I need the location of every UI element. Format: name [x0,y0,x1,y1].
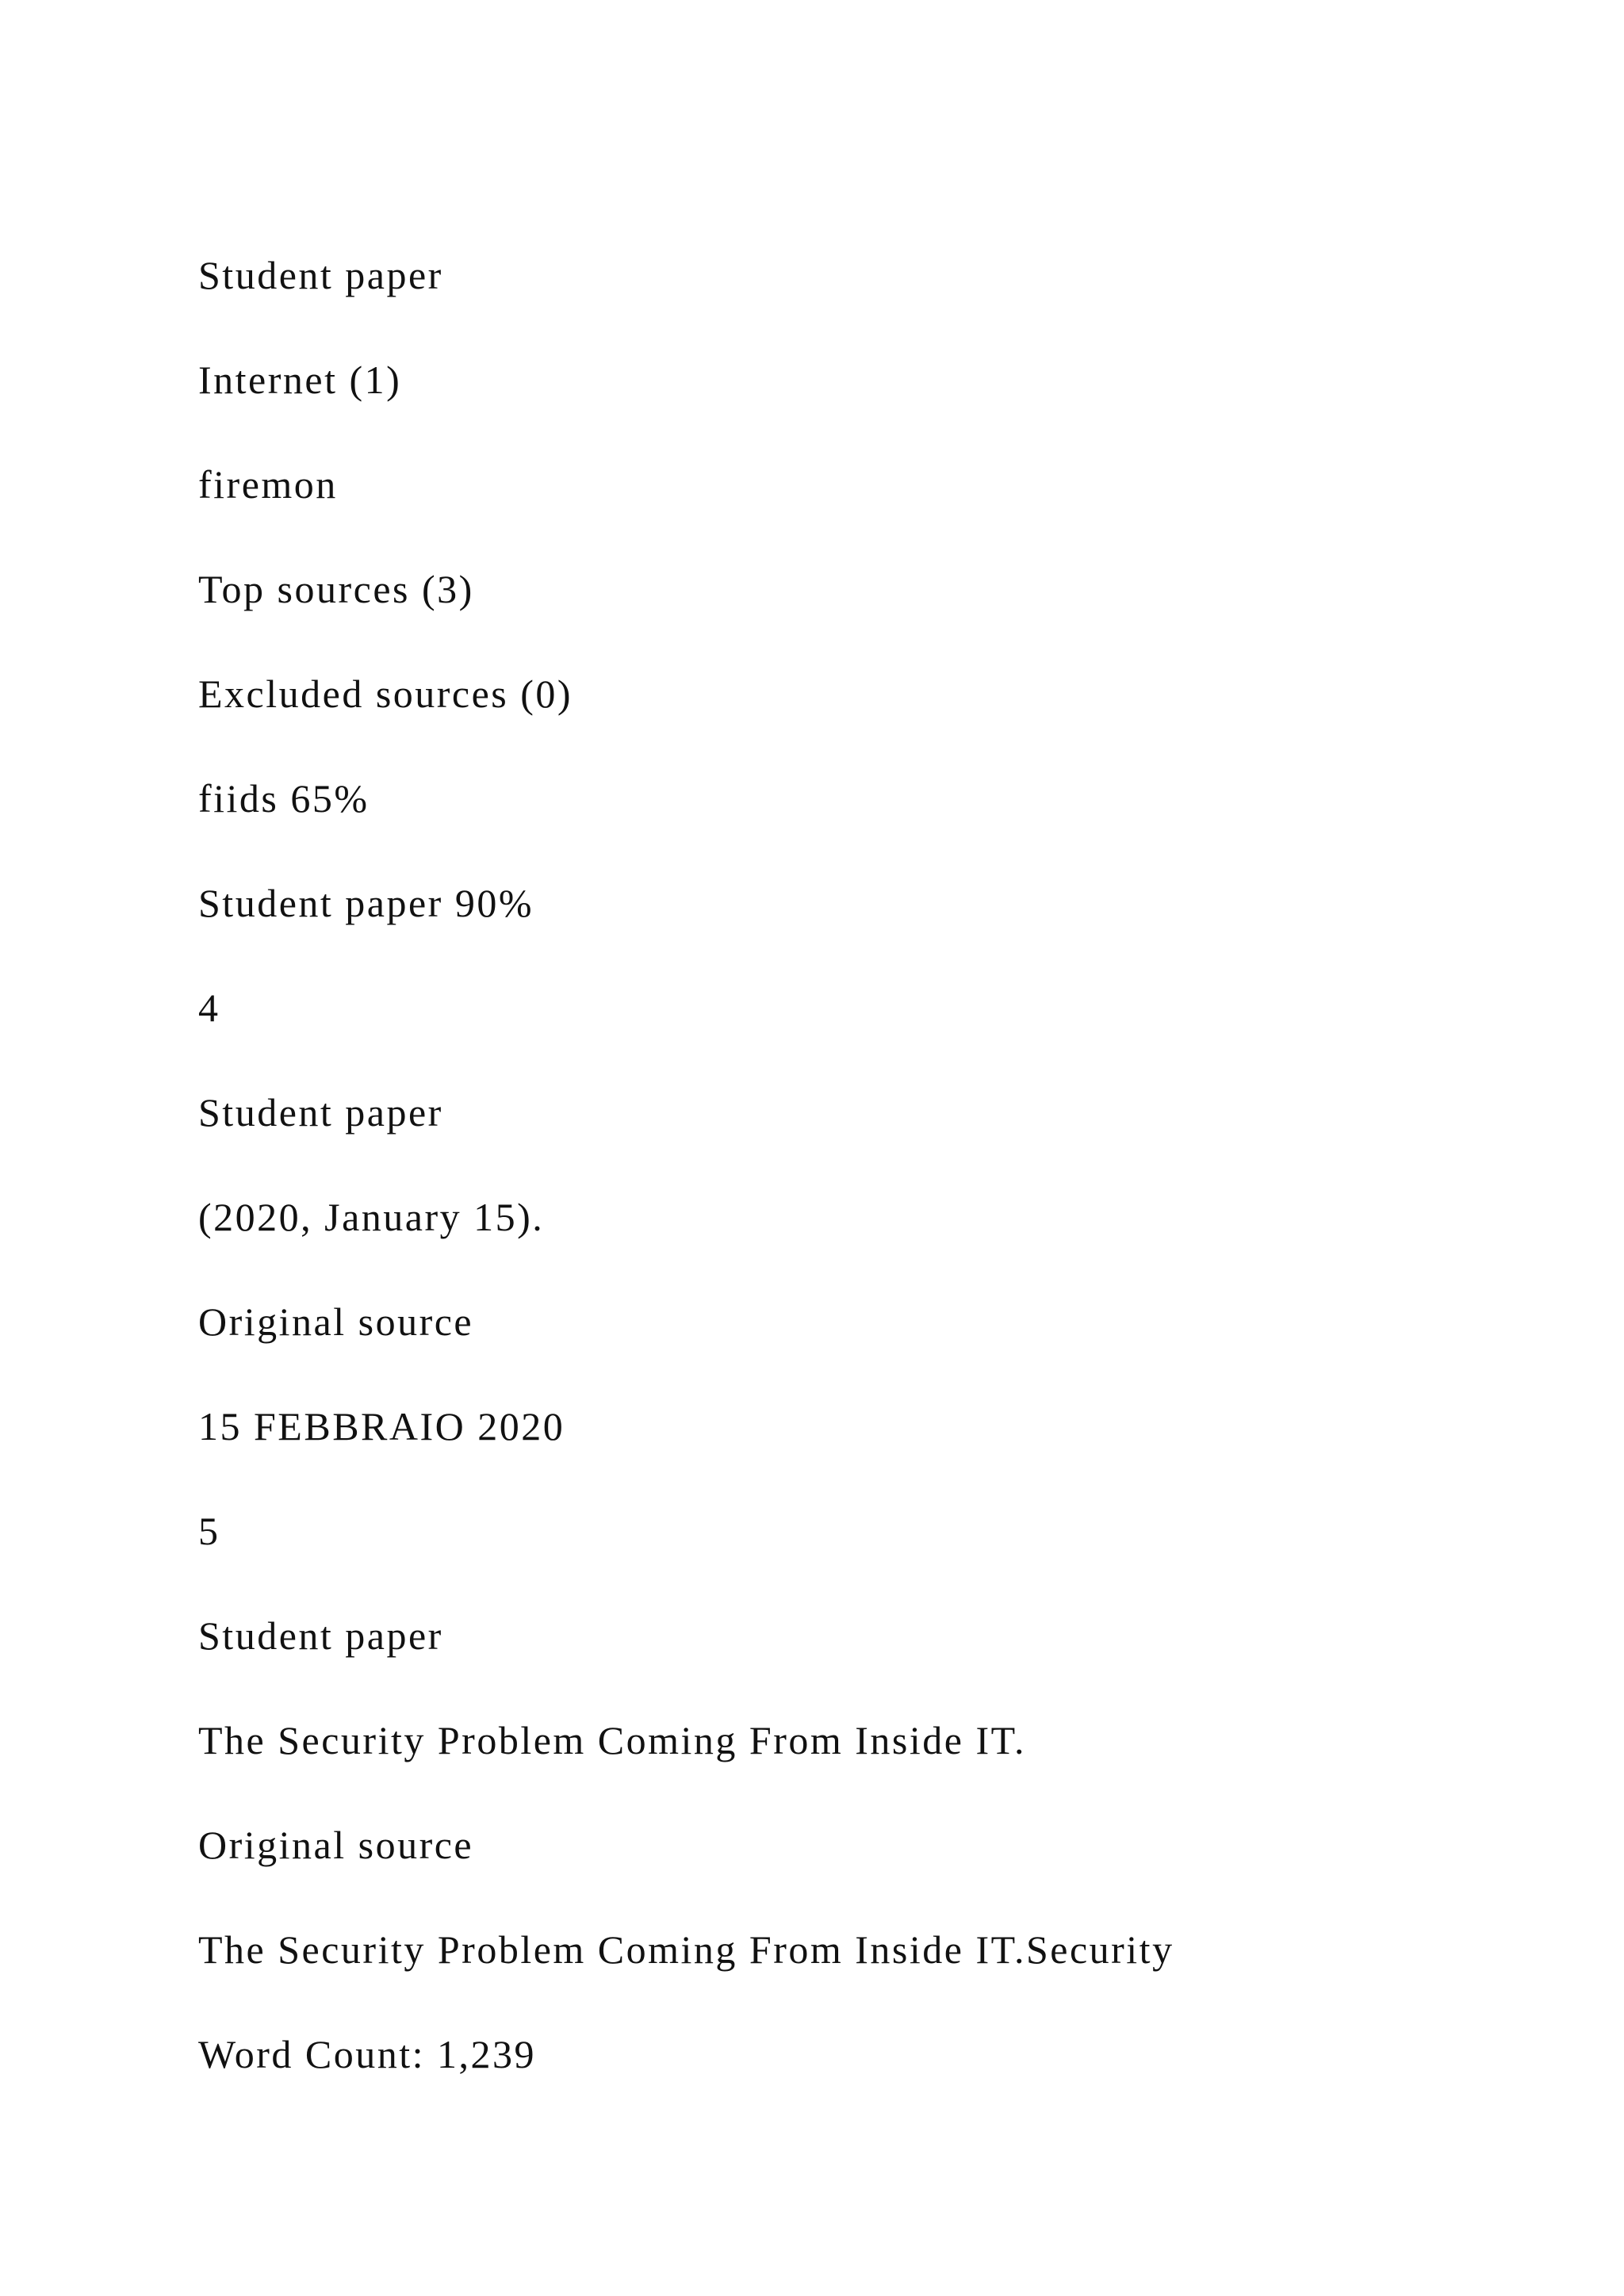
label-student-paper-2: Student paper [198,1090,443,1135]
label-top-sources: Top sources (3) [198,567,474,611]
student-text: The Security Problem Coming From Inside IT. [198,1718,1026,1762]
match-number-5: 5 [198,1509,220,1553]
label-firemon: firemon [198,462,338,507]
label-internet: Internet (1) [198,358,402,402]
label-student-paper-percent: Student paper 90% [198,881,534,925]
word-count: Word Count: 1,239 [198,2032,536,2076]
label-student-paper: Student paper [198,253,443,297]
source-date: 15 FEBBRAIO 2020 [198,1404,565,1448]
label-original-source-2: Original source [198,1823,474,1867]
source-text: The Security Problem Coming From Inside IT.Security [198,1927,1174,1972]
document-text [198,250,1174,2133]
label-fiids-percent: fiids 65% [198,776,370,821]
label-original-source: Original source [198,1299,474,1344]
label-student-paper-3: Student paper [198,1613,443,1658]
citation-date: (2020, January 15). [198,1195,545,1239]
match-number-4: 4 [198,985,220,1030]
label-excluded-sources: Excluded sources (0) [198,672,573,716]
